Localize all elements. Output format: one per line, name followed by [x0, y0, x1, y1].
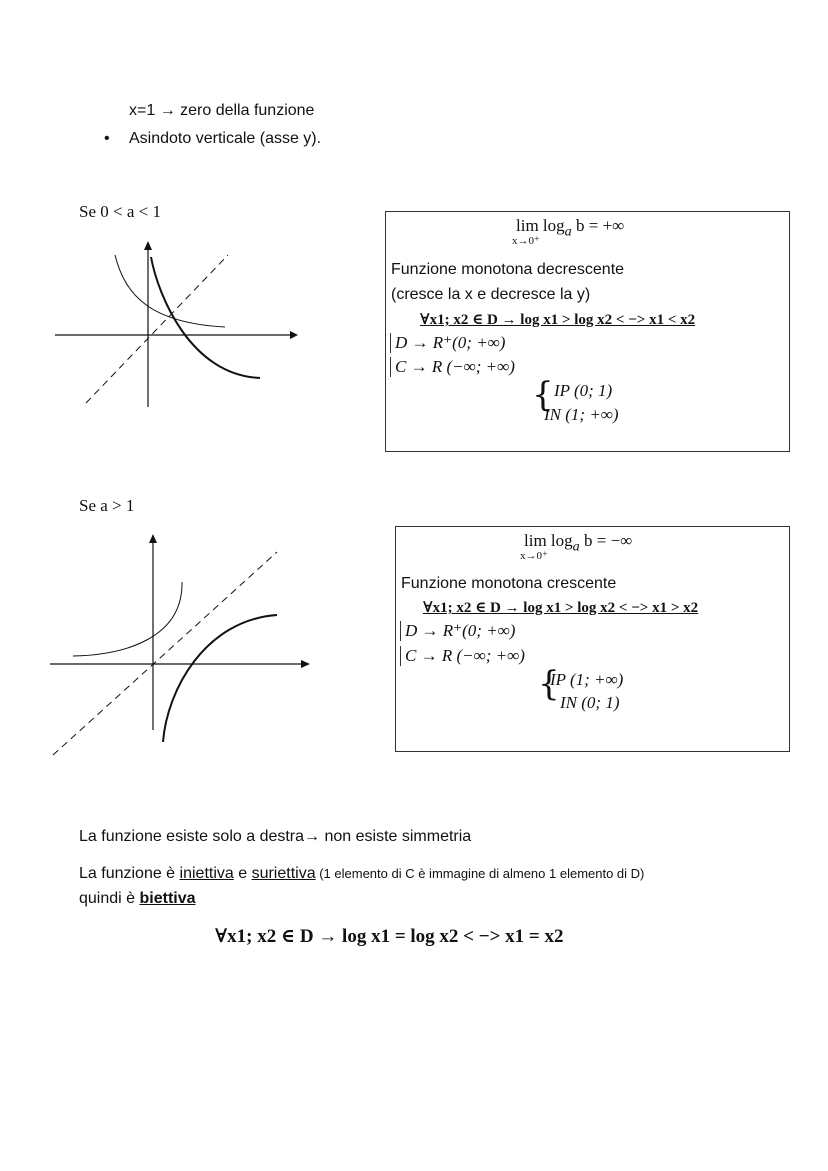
y-axis-arrow-icon [149, 534, 157, 543]
curve-thin [73, 582, 182, 656]
monotone-text: Funzione monotona crescente [401, 575, 617, 592]
ip-text: IP (1; +∞) [550, 670, 624, 689]
section1-heading: Se 0 < a < 1 [79, 202, 161, 221]
curve-thick [151, 257, 260, 378]
conclusion-line3: quindi è biettiva [79, 890, 196, 907]
curve-thin [115, 255, 225, 327]
in-text: IN (0; 1) [560, 693, 620, 712]
limit-under: x→0⁺ [512, 235, 540, 247]
limit-expression: $\lim \log_a b$ = −∞ [524, 531, 633, 555]
condition-text: ∀x1; x2 ∈ D → log x1 > log x2 < −> x1 < x2 [420, 312, 696, 328]
surjective-term: suriettiva [251, 865, 316, 882]
codomain-text: C → R (−∞; +∞) [390, 357, 515, 377]
condition-text: ∀x1; x2 ∈ D → log x1 > log x2 < −> x1 > x2 [423, 600, 699, 616]
asymptote-line: Asindoto verticale (asse y). [129, 130, 322, 147]
limit-under: x→0⁺ [520, 550, 548, 562]
domain-text: D → R⁺(0; +∞) [390, 333, 505, 353]
limit-expression: $\lim \log_a b$ = +∞ [516, 216, 625, 240]
ip-text: IP (0; 1) [554, 381, 613, 400]
curve-thick [163, 615, 277, 742]
note-text: (cresce la x e decresce la y) [391, 286, 591, 303]
injective-term: iniettiva [179, 865, 234, 882]
in-text: IN (1; +∞) [544, 405, 619, 424]
section2-properties-box [395, 526, 790, 752]
conclusion-line1: La funzione esiste solo a destra→ non esiste simmetria [79, 828, 472, 845]
y-axis-arrow-icon [144, 241, 152, 250]
section1-properties-box [385, 211, 790, 452]
bijective-term: biettiva [139, 890, 196, 907]
brace-icon: { [538, 664, 560, 704]
graph-decreasing-log [50, 235, 310, 410]
bijectivity-formula: ∀x1; x2 ∈ D → log x1 = log x2 < −> x1 = x2 [215, 926, 564, 947]
brace-icon: { [532, 375, 554, 415]
domain-text: D → R⁺(0; +∞) [400, 621, 515, 641]
bullet-icon: • [104, 130, 110, 147]
x-axis-arrow-icon [301, 660, 310, 668]
x-axis-arrow-icon [290, 331, 298, 339]
conclusion-line2: La funzione è iniettiva e suriettiva (1 elemento di C è immagine di almeno 1 elemento di D) [79, 865, 645, 882]
monotone-text: Funzione monotona decrescente [391, 261, 625, 278]
section2-heading: Se a > 1 [79, 496, 135, 515]
codomain-text: C → R (−∞; +∞) [400, 646, 525, 666]
graph-increasing-log [45, 530, 330, 765]
zero-line: x=1 → zero della funzione [129, 102, 315, 119]
